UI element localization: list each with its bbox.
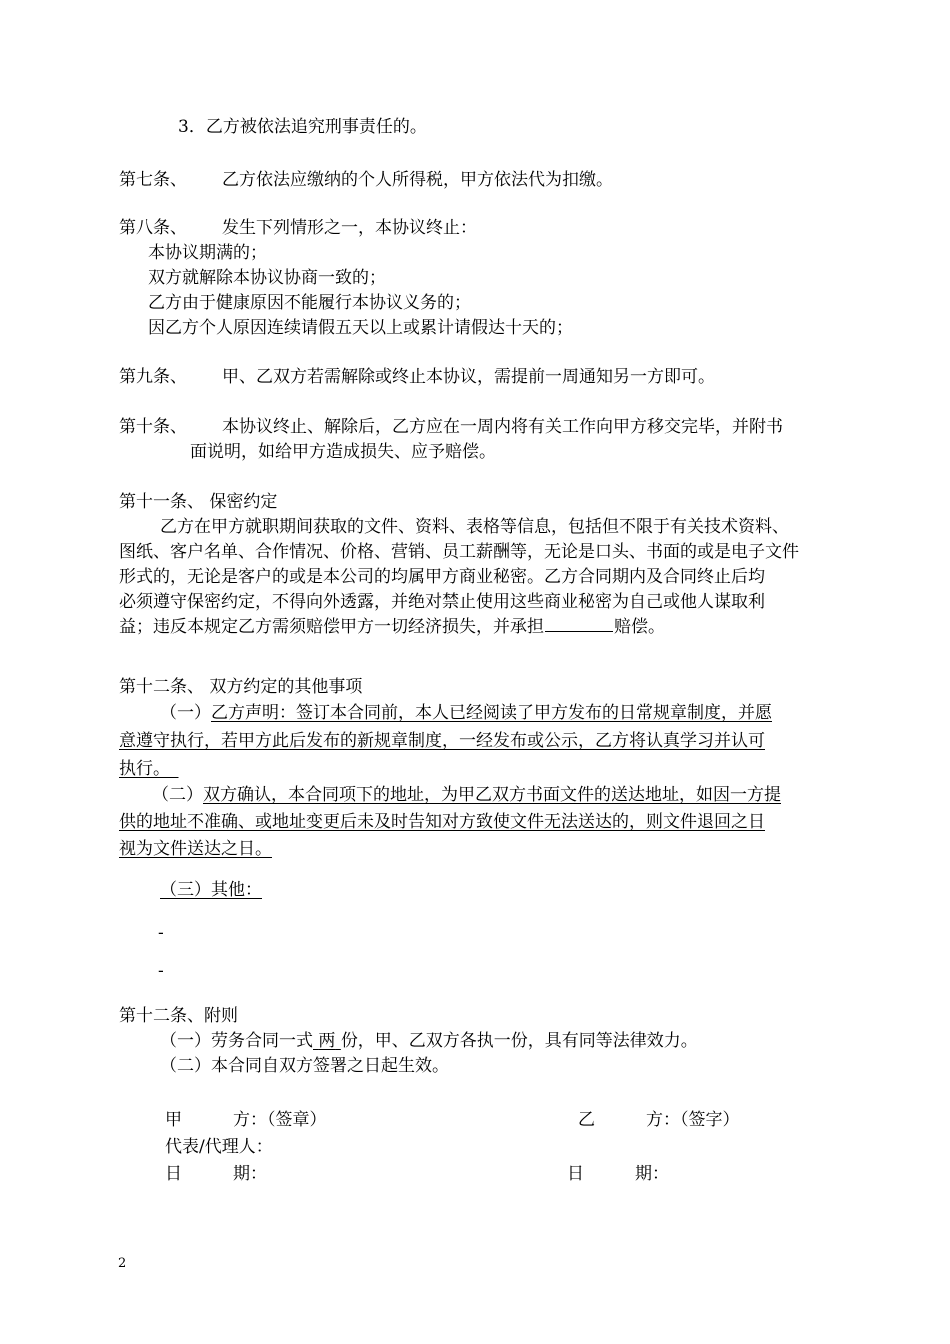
article-8-item: 乙方由于健康原因不能履行本协议义务的； [148, 293, 471, 313]
article-12-title: 第十二条、 双方约定的其他事项 [119, 677, 363, 697]
article-13-item-1 [160, 1031, 698, 1051]
article-8-number: 第八条、 [119, 218, 187, 238]
article-11-title: 第十一条、 保密约定 [119, 492, 278, 512]
copies-count-value: 两 [318, 1031, 336, 1051]
article-12-p3-text: （三）其他： [160, 880, 262, 900]
article-12-p1-first [160, 703, 772, 723]
page-number: 2 [118, 1256, 127, 1271]
article-10-number: 第十条、 [119, 417, 187, 437]
clause-6-item-3: 3．乙方被依法追究刑事责任的。 [178, 117, 427, 137]
party-a-date: 日 期： [165, 1164, 267, 1184]
article-12-p1-line: 乙方声明：签订本合同前，本人已经阅读了甲方发布的日常规章制度，并愿 [211, 703, 772, 723]
party-b-date: 日 期： [567, 1164, 669, 1184]
placeholder-dash: - [158, 961, 164, 981]
article-12-p1-line: 执行。 [119, 759, 162, 779]
article-10-line: 面说明，如给甲方造成损失、应予赔偿。 [190, 442, 496, 462]
article-12-p1-last [119, 759, 179, 779]
article-11-last-line [119, 617, 665, 637]
placeholder-dash: - [158, 923, 164, 943]
article-13-item-1-end: 份，甲、乙双方各执一份，具有同等法律效力。 [340, 1031, 698, 1051]
article-13-title: 第十二条、附则 [119, 1006, 238, 1026]
article-11-line: 必须遵守保密约定，不得向外透露，并绝对禁止使用这些商业秘密为自己或他人谋取利 [119, 592, 765, 612]
article-12-p2-line: 双方确认，本合同项下的地址，为甲乙双方书面文件的送达地址，如因一方提 [203, 785, 781, 805]
article-12-p3 [160, 880, 262, 900]
underline-filler [162, 759, 179, 779]
agent-label: 代表/代理人： [165, 1137, 273, 1157]
party-b-signature: 乙 方：（签字） [578, 1110, 740, 1130]
copies-count [313, 1031, 341, 1051]
article-12-p2-line: 视为文件送达之日。 [119, 839, 272, 859]
article-12-p2-label: （二） [152, 785, 203, 805]
article-11-line: 图纸、客户名单、合作情况、价格、营销、员工薪酬等，无论是口头、书面的或是电子文件 [119, 542, 799, 562]
article-12-p2-first [152, 785, 781, 805]
article-8-item: 因乙方个人原因连续请假五天以上或累计请假达十天的； [148, 318, 573, 338]
article-12-p1-line: 意遵守执行，若甲方此后发布的新规章制度，一经发布或公示，乙方将认真学习并认可 [119, 731, 765, 751]
article-7-text: 乙方依法应缴纳的个人所得税，甲方依法代为扣缴。 [222, 170, 613, 190]
article-13-item-1-start: （一）劳务合同一式 [160, 1031, 313, 1051]
article-11-last-line-start: 益；违反本规定乙方需须赔偿甲方一切经济损失，并承担 [119, 617, 544, 637]
party-a-signature: 甲 方：（签章） [165, 1110, 327, 1130]
article-8-item: 双方就解除本协议协商一致的； [148, 268, 386, 288]
article-11-last-line-end: 赔偿。 [614, 617, 665, 637]
article-9-text: 甲、乙双方若需解除或终止本协议，需提前一周通知另一方即可。 [222, 367, 715, 387]
article-12-p2-line: 供的地址不准确、或地址变更后未及时告知对方致使文件无法送达的，则文件退回之日 [119, 812, 765, 832]
article-8-item: 本协议期满的； [148, 243, 267, 263]
article-7-number: 第七条、 [119, 170, 187, 190]
article-13-item-2: （二）本合同自双方签署之日起生效。 [160, 1056, 449, 1076]
article-11-line: 乙方在甲方就职期间获取的文件、资料、表格等信息，包括但不限于有关技术资料、 [160, 517, 789, 537]
article-9-number: 第九条、 [119, 367, 187, 387]
article-11-line: 形式的，无论是客户的或是本公司的均属甲方商业秘密。乙方合同期内及合同终止后均 [119, 567, 765, 587]
article-10-line: 本协议终止、解除后，乙方应在一周内将有关工作向甲方移交完毕，并附书 [222, 417, 783, 437]
article-8-text: 发生下列情形之一，本协议终止： [222, 218, 477, 238]
compensation-blank [545, 617, 613, 632]
article-12-p1-label: （一） [160, 703, 211, 723]
